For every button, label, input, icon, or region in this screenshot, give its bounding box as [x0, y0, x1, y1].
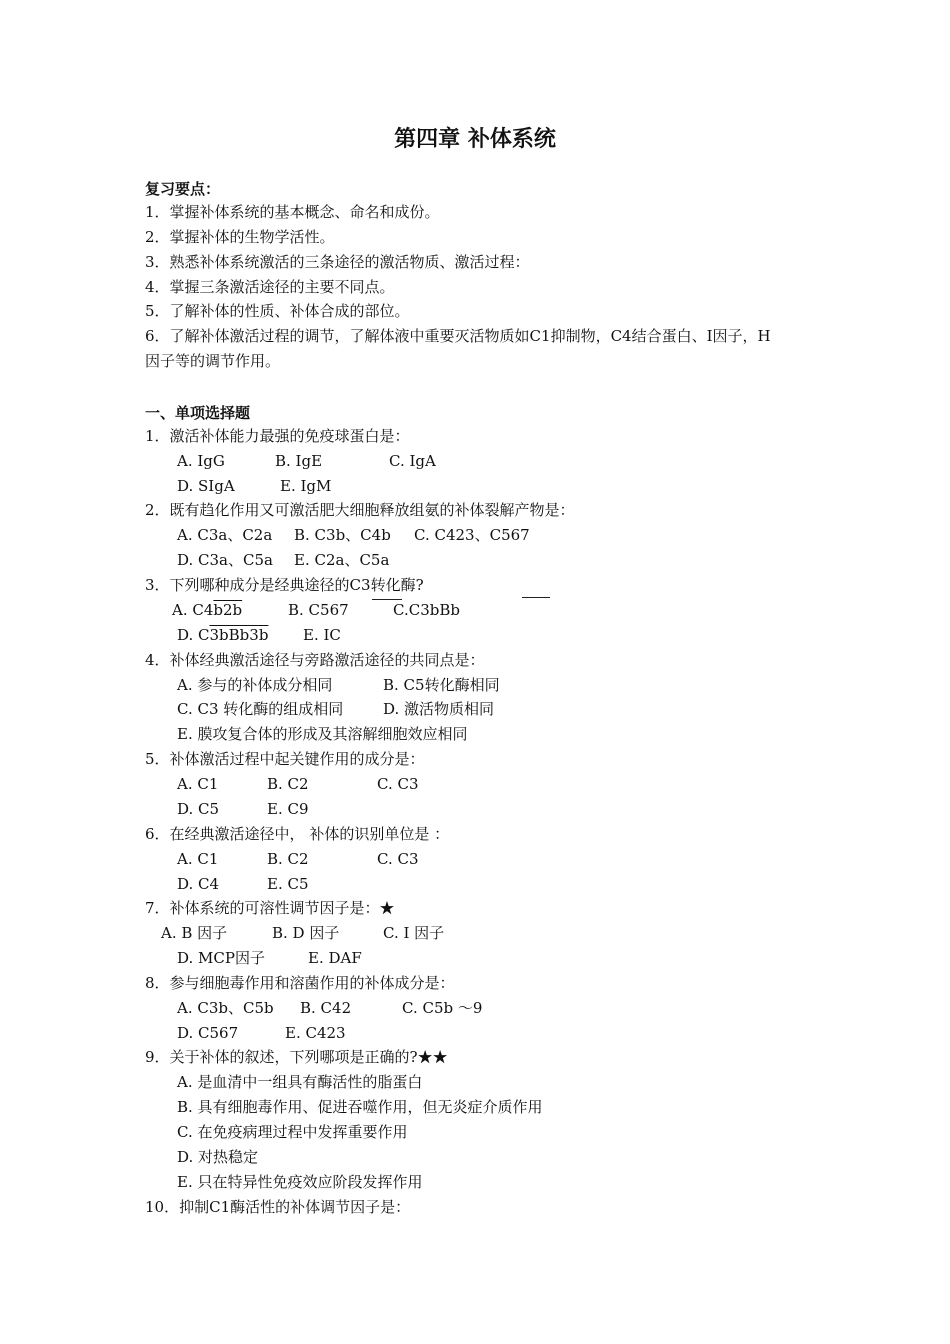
review-item: 6．了解补体激活过程的调节，了解体液中重要灭活物质如C1抑制物，C4结合蛋白、I因子，H — [145, 327, 771, 345]
option: B. D 因子 — [272, 924, 340, 942]
option: A. IgG — [177, 452, 225, 470]
review-item: 2．掌握补体的生物学活性。 — [145, 228, 335, 246]
option: E. DAF — [308, 949, 362, 967]
option: C. C3 — [377, 850, 419, 868]
option: E. C9 — [267, 800, 309, 818]
question-text: 8．参与细胞毒作用和溶菌作用的补体成分是： — [145, 974, 455, 992]
option: D. C5 — [177, 800, 220, 818]
option: B. C3b、C4b — [294, 526, 391, 544]
section-heading: 一、单项选择题 — [145, 404, 251, 422]
review-item: 3．熟悉补体系统激活的三条途径的激活物质、激活过程： — [145, 253, 530, 271]
question-text: 10．抑制C1酶活性的补体调节因子是： — [145, 1198, 411, 1216]
review-item: 因子等的调节作用。 — [145, 352, 281, 370]
option: C. I 因子 — [383, 924, 445, 942]
option: E. C423 — [285, 1024, 346, 1042]
option: C.C3bBb — [393, 601, 460, 619]
option: A. C3a、C2a — [177, 526, 273, 544]
option: B. C5转化酶相同 — [383, 676, 500, 694]
option: D. MCP因子 — [177, 949, 265, 967]
question-text: 4．补体经典激活途径与旁路激活途径的共同点是： — [145, 651, 485, 669]
review-item: 4．掌握三条激活途径的主要不同点。 — [145, 278, 395, 296]
option: E. 膜攻复合体的形成及其溶解细胞效应相同 — [177, 725, 468, 743]
option-label: D. C — [177, 626, 210, 644]
option — [177, 625, 268, 645]
question-text: 3．下列哪种成分是经典途径的C3转化酶? — [145, 576, 424, 594]
question-text: 2．既有趋化作用又可激活肥大细胞释放组氨的补体裂解产物是： — [145, 501, 575, 519]
chapter-title: 第四章 补体系统 — [394, 127, 556, 152]
review-item: 5．了解补体的性质、补体合成的部位。 — [145, 302, 410, 320]
overlined-subscript: b2b — [213, 601, 243, 619]
option — [172, 600, 242, 620]
question-text: 5．补体激活过程中起关键作用的成分是： — [145, 750, 425, 768]
option: E. IC — [303, 626, 341, 644]
option: D. SIgA — [177, 477, 235, 495]
option: A. C1 — [177, 850, 219, 868]
option: C. C423、C567 — [414, 526, 530, 544]
review-item: 1．掌握补体系统的基本概念、命名和成份。 — [145, 203, 440, 221]
option: A. C3b、C5b — [177, 999, 274, 1017]
option: B. C2 — [267, 775, 309, 793]
stray-rule — [522, 597, 550, 598]
option: B. C42 — [300, 999, 352, 1017]
question-text: 6．在经典激活途径中， 补体的识别单位是 ： — [145, 825, 450, 843]
option: E. C5 — [267, 875, 309, 893]
option: C. C3 转化酶的组成相同 — [177, 700, 344, 718]
option: D. C3a、C5a — [177, 551, 273, 569]
option: C. IgA — [389, 452, 436, 470]
option: C. C5b ～9 — [402, 999, 483, 1017]
question-text: 7．补体系统的可溶性调节因子是：★ — [145, 899, 395, 917]
option: E. 只在特异性免疫效应阶段发挥作用 — [177, 1173, 423, 1191]
question-text: 9．关于补体的叙述，下列哪项是正确的?★★ — [145, 1048, 448, 1066]
option: E. C2a、C5a — [294, 551, 390, 569]
option: B. 具有细胞毒作用、促进吞噬作用，但无炎症介质作用 — [177, 1098, 543, 1116]
option: D. C4 — [177, 875, 220, 893]
option: D. 激活物质相同 — [383, 700, 495, 718]
option: D. 对热稳定 — [177, 1148, 259, 1166]
option: C. 在免疫病理过程中发挥重要作用 — [177, 1123, 408, 1141]
option: C. C3 — [377, 775, 419, 793]
option: B. C567 — [288, 601, 349, 619]
option: B. IgE — [275, 452, 323, 470]
option: A. B 因子 — [161, 924, 228, 942]
question-text: 1．激活补体能力最强的免疫球蛋白是： — [145, 427, 410, 445]
option-label: A. C4 — [172, 601, 214, 619]
option: A. C1 — [177, 775, 219, 793]
option: A. 参与的补体成分相同 — [177, 676, 333, 694]
option: D. C567 — [177, 1024, 239, 1042]
option: B. C2 — [267, 850, 309, 868]
review-heading: 复习要点： — [145, 180, 221, 198]
option: E. IgM — [280, 477, 332, 495]
overlined-subscript: 3bBb3b — [209, 626, 269, 644]
option: A. 是血清中一组具有酶活性的脂蛋白 — [177, 1073, 423, 1091]
